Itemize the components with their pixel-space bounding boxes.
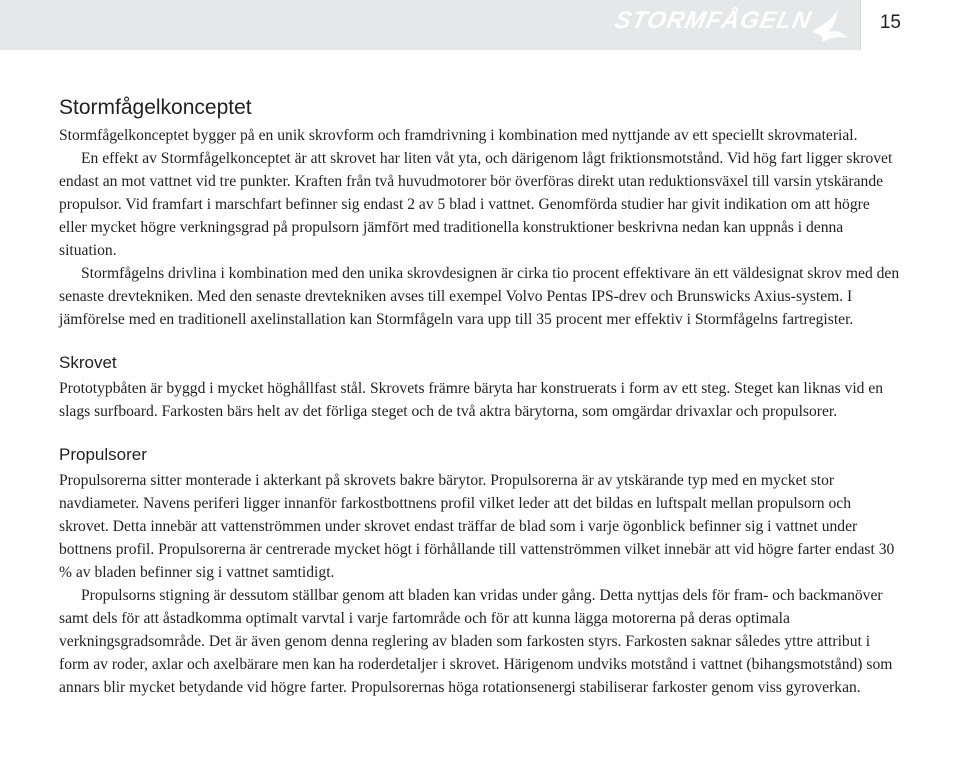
section-title-hull: Skrovet bbox=[59, 353, 117, 372]
paragraph: Propulsorerna sitter monterade i akterkant på skrovets bakre bärytor. Propulsorerna är av ytskärande typ med en mycket stor navdiameter. Navens periferi ligger innanför farkostbottnens profil vilket leder att det bildas en luftspalt mellan propulsorn och skrovet. Detta innebär att vattenströmmen under skrovet endast träffar de blad som i varje ögonblick befinner sig i vattnet under bottnens profil. Propulsorerna är centrerade mycket högt i förhållande till vattenströmmen vilket innebär att vid högre farter endast 30 % av bladen befinner sig i vattnet samtidigt. bbox=[59, 472, 895, 581]
paragraph: Stormfågelns drivlina i kombination med den unika skrovdesignen är cirka tio procent effektivare än ett väldesignat skrov med den senaste drevtekniken. Med den senaste drevtekniken avses till exempel Volvo Pentas IPS-drev och Brunswicks Axius-system. I jämförelse med en traditionell axelinstallation kan Stormfågeln vara upp till 35 procent mer effektiv i Stormfågelns fartregister. bbox=[59, 265, 900, 328]
brand-logo bbox=[562, 0, 860, 50]
paragraph: Propulsorns stigning är dessutom ställbar genom att bladen kan vridas under gång. Detta nyttjas dels för fram- och backmanöver samt dels för att åstadkomma optimalt varvtal i varje fartområde och för att kunna lägga motorerna på deras optimala verkningsgradsområde. Det är även genom denna reglering av bladen som farkosten styrs. Farkosten saknar således yttre attribut i form av roder, axlar och axelbärare men kan ha roderdetaljer i skrovet. Härigenom undviks motstånd i vattnet (bihangsmotstånd) som annars blir mycket betydande vid högre farter. Propulsorernas höga rotationsenergi stabiliserar farkoster genom viss gyroverkan. bbox=[59, 587, 893, 696]
section-title-propulsors: Propulsorer bbox=[59, 445, 147, 464]
page-number-box bbox=[860, 0, 960, 50]
brand-wordmark: STORMFÅGELN bbox=[612, 7, 814, 34]
paragraph: Stormfågelkonceptet bygger på en unik skrovform och framdrivning i kombination med nyttjande av ett speciellt skrovmaterial. bbox=[59, 127, 858, 144]
paragraph: Prototypbåten är byggd i mycket höghållfast stål. Skrovets främre bäryta har konstruerats i form av ett steg. Steget kan liknas vid en slags surfboard. Farkosten bärs helt av det förliga steget och de två aktra bärytorna, som omgärdar drivaxlar och propulsorer. bbox=[59, 380, 884, 420]
article-body bbox=[59, 92, 901, 699]
paragraph: En effekt av Stormfågelkonceptet är att skrovet har liten våt yta, och därigenom lågt friktionsmotstånd. Vid hög fart ligger skrovet endast an mot vattnet vid tre punkter. Kraften från två huvudmotorer bör överföras direkt utan reduktionsväxel till varsin ytskärande propulsor. Vid framfart i marschfart befinner sig endast 2 av 5 blad i vattnet. Genomförda studier har givit indikation om att högre eller mycket högre verkningsgrad på propulsorn jämfört med traditionella konstruktioner beskrivna nedan kan uppnås i denna situation. bbox=[59, 150, 893, 259]
section-title-concept: Stormfågelkonceptet bbox=[59, 96, 252, 119]
bird-icon bbox=[808, 2, 852, 46]
page-number: 15 bbox=[879, 12, 901, 33]
